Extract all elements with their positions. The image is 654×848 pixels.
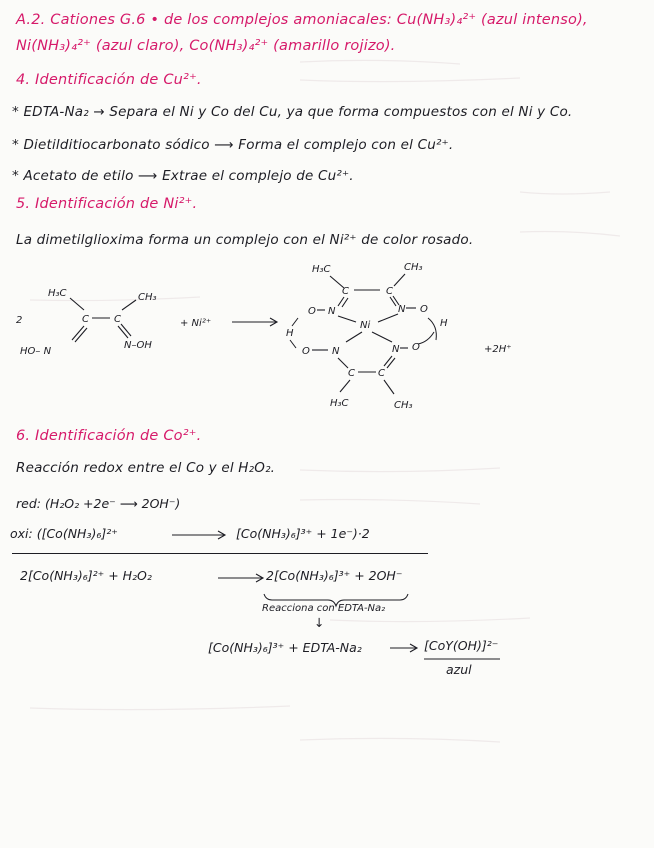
complex-n-bottom-left: N xyxy=(332,346,340,357)
header-line-1: A.2. Cationes G.6 • de los complejos amoniacales: Cu(NH₃)₄²⁺ (azul intenso), xyxy=(16,12,588,28)
coefficient-2: 2 xyxy=(16,315,23,326)
complex-h-left: H xyxy=(286,328,294,339)
header-line-2: Ni(NH₃)₄²⁺ (azul claro), Co(NH₃)₄²⁺ (amarillo rojizo). xyxy=(16,38,396,54)
section-4-bullet-2: * Dietilditiocarbonato sódico ⟶ Forma el complejo con el Cu²⁺. xyxy=(12,137,454,153)
complex-o-top-right: O xyxy=(420,304,428,315)
section-6-text: Reacción redox entre el Co y el H₂O₂. xyxy=(16,460,276,476)
reacts-with-note: Reacciona con EDTA-Na₂ xyxy=(262,603,386,614)
final-right: [CoY(OH)]²⁻ xyxy=(424,638,499,653)
complex-h3c-top: H₃C xyxy=(312,264,331,275)
oxi-left: oxi: ([Co(NH₃)₆]²⁺ xyxy=(10,526,118,541)
ligand-ch3: CH₃ xyxy=(138,292,157,303)
complex-o-bottom-left: O xyxy=(302,346,310,357)
section-4-bullet-3: * Acetato de etilo ⟶ Extrae el complejo de Cu²⁺. xyxy=(12,168,354,184)
section-5-text: La dimetilglioxima forma un complejo con el Ni²⁺ de color rosado. xyxy=(16,232,474,248)
complex-ni-center: Ni xyxy=(360,320,371,331)
ligand-c2: C xyxy=(114,314,121,325)
complex-h3c-bottom: H₃C xyxy=(330,398,349,409)
complex-h-right: H xyxy=(440,318,448,329)
red-half-reaction: red: (H₂O₂ +2e⁻ ⟶ 2OH⁻) xyxy=(16,496,181,511)
plus-ni: + Ni²⁺ xyxy=(180,318,212,329)
complex-o-bottom-right: O xyxy=(412,342,420,353)
down-arrow-icon: ↓ xyxy=(314,615,325,630)
overall-right: 2[Co(NH₃)₆]³⁺ + 2OH⁻ xyxy=(266,568,403,583)
final-color-label: azul xyxy=(446,662,472,677)
sum-divider xyxy=(12,553,428,554)
section-4-title: 4. Identificación de Cu²⁺. xyxy=(16,72,202,88)
complex-c-bottom-left: C xyxy=(348,368,355,379)
plus-2h: +2H⁺ xyxy=(484,344,512,355)
complex-c-top-left: C xyxy=(342,286,349,297)
overall-left: 2[Co(NH₃)₆]²⁺ + H₂O₂ xyxy=(20,568,152,583)
final-left: [Co(NH₃)₆]³⁺ + EDTA-Na₂ xyxy=(208,640,362,655)
complex-ch3-bottom: CH₃ xyxy=(394,400,413,411)
complex-ch3-top: CH₃ xyxy=(404,262,423,273)
ligand-h3c: H₃C xyxy=(48,288,67,299)
ligand-ho-n: HO– N xyxy=(20,346,52,357)
complex-n-bottom-right: N xyxy=(392,344,400,355)
section-6-title: 6. Identificación de Co²⁺. xyxy=(16,428,202,444)
complex-c-bottom-right: C xyxy=(378,368,385,379)
oxi-right: [Co(NH₃)₆]³⁺ + 1e⁻)·2 xyxy=(236,526,370,541)
ligand-c1: C xyxy=(82,314,89,325)
ligand-n-oh: N–OH xyxy=(124,340,152,351)
complex-o-top-left: O xyxy=(308,306,316,317)
section-4-bullet-1: * EDTA-Na₂ → Separa el Ni y Co del Cu, ya que forma compuestos con el Ni y Co. xyxy=(12,104,573,120)
complex-n-top-right: N xyxy=(398,304,406,315)
complex-n-top-left: N xyxy=(328,306,336,317)
section-5-title: 5. Identificación de Ni²⁺. xyxy=(16,196,198,212)
complex-c-top-right: C xyxy=(386,286,393,297)
